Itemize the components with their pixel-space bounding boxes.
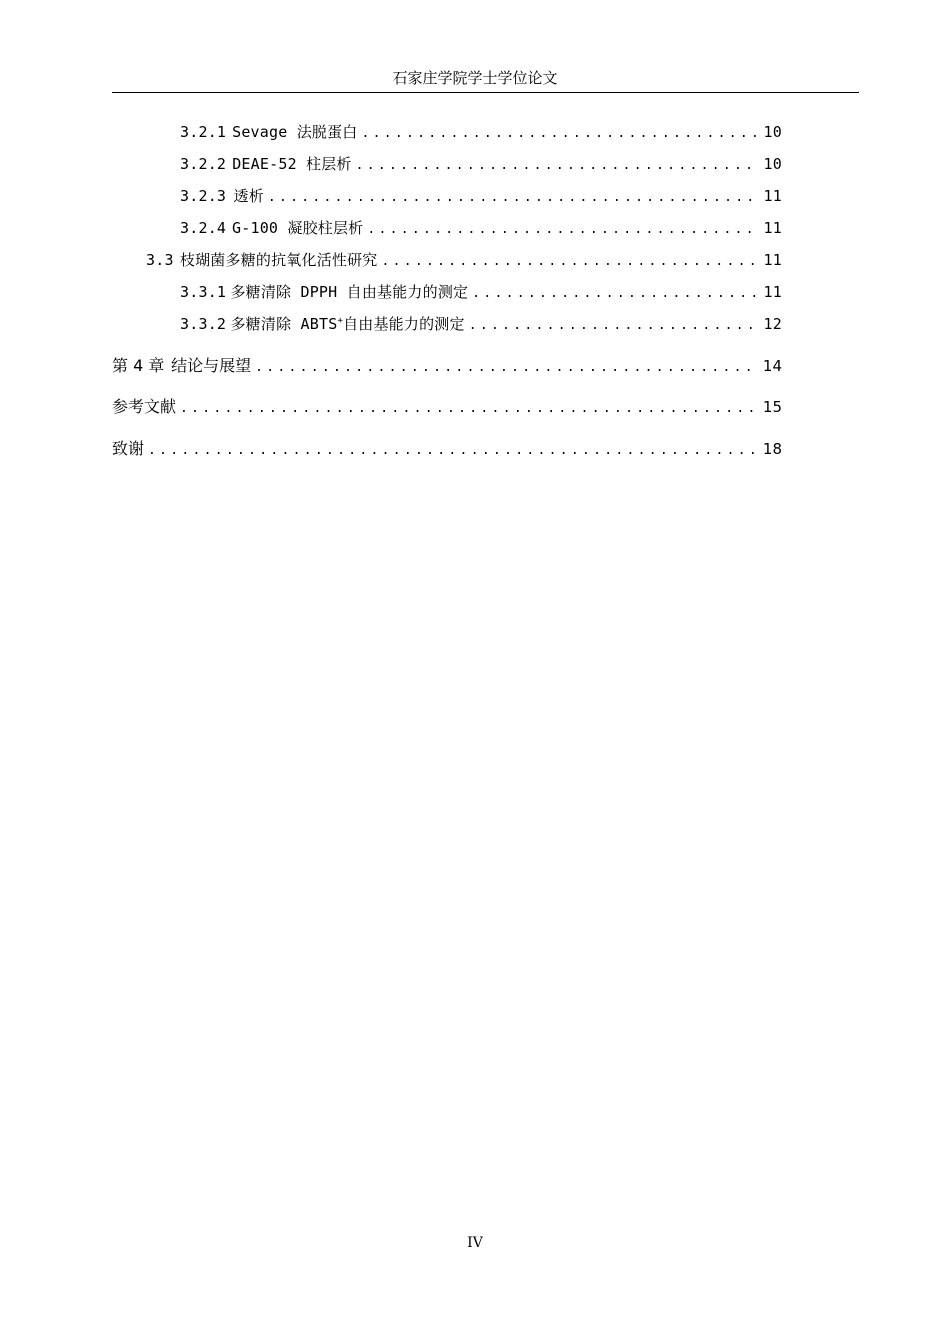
toc-title-part: 自由基能力的测定 (343, 315, 465, 333)
toc-leader-dots (268, 187, 758, 209)
toc-entry-title: 透析 (233, 187, 264, 205)
toc-entry-number: 第 4 章 (112, 356, 165, 375)
toc-entry-3-2-4[interactable] (180, 217, 782, 239)
toc-entry-page: 11 (763, 283, 782, 301)
toc-entry-title: Sevage 法脱蛋白 (232, 123, 358, 141)
toc-entry-title: 致谢 (112, 439, 145, 458)
toc-entry-3-2-2[interactable] (180, 153, 782, 175)
toc-entry-page: 10 (763, 155, 782, 173)
toc-entry-title: 参考文献 (112, 397, 177, 416)
toc-entry-chapter-4[interactable] (112, 355, 782, 377)
superscript-plus: + (337, 316, 344, 326)
toc-entry-page: 12 (763, 315, 782, 333)
running-header-title: 石家庄学院学士学位论文 (392, 69, 558, 87)
page-number: IV (467, 1235, 483, 1251)
toc-leader-dots (180, 398, 758, 420)
toc-entry-title: 结论与展望 (171, 356, 252, 375)
toc-leader-dots (469, 315, 758, 337)
toc-leader-dots (362, 123, 758, 145)
toc-entry-title (230, 313, 464, 335)
toc-entry-title: 枝瑚菌多糖的抗氧化活性研究 (179, 251, 378, 269)
toc-leader-dots (356, 155, 758, 177)
toc-entry-number: 3.2.4 (180, 219, 227, 237)
toc-title-part: 多糖清除 ABTS (230, 315, 338, 333)
toc-leader-dots (148, 440, 758, 462)
toc-entry-3-3[interactable] (146, 249, 782, 271)
toc-entry-page: 11 (763, 219, 782, 237)
toc-entry-title: DEAE-52 柱层析 (232, 155, 352, 173)
toc-entry-page: 15 (762, 398, 782, 416)
toc-leader-dots (472, 283, 758, 305)
toc-entry-3-2-1[interactable] (180, 121, 782, 143)
toc-entry-title: 多糖清除 DPPH 自由基能力的测定 (230, 283, 469, 301)
toc-entry-page: 14 (762, 357, 782, 375)
toc-entry-title: G-100 凝胶柱层析 (232, 219, 364, 237)
toc-entry-number: 3.3.1 (180, 283, 227, 301)
toc-entry-number: 3.2.3 (180, 187, 227, 205)
toc-entry-number: 3.3 (146, 251, 174, 269)
toc-entry-number: 3.2.2 (180, 155, 227, 173)
toc-entry-3-2-3[interactable] (180, 185, 782, 207)
toc-entry-references[interactable] (112, 396, 782, 418)
toc-entry-page: 11 (763, 187, 782, 205)
toc-entry-page: 11 (763, 251, 782, 269)
toc-entry-3-3-2[interactable] (180, 313, 782, 335)
header-rule (112, 92, 859, 93)
toc-entry-3-3-1[interactable] (180, 281, 782, 303)
toc-entry-acknowledgements[interactable] (112, 438, 782, 460)
toc-leader-dots (367, 219, 758, 241)
toc-leader-dots (382, 251, 758, 273)
toc-entry-number: 3.2.1 (180, 123, 227, 141)
toc-entry-number: 3.3.2 (180, 315, 227, 333)
toc-entry-page: 18 (762, 440, 782, 458)
toc-entry-page: 10 (763, 123, 782, 141)
toc-leader-dots (255, 357, 758, 379)
